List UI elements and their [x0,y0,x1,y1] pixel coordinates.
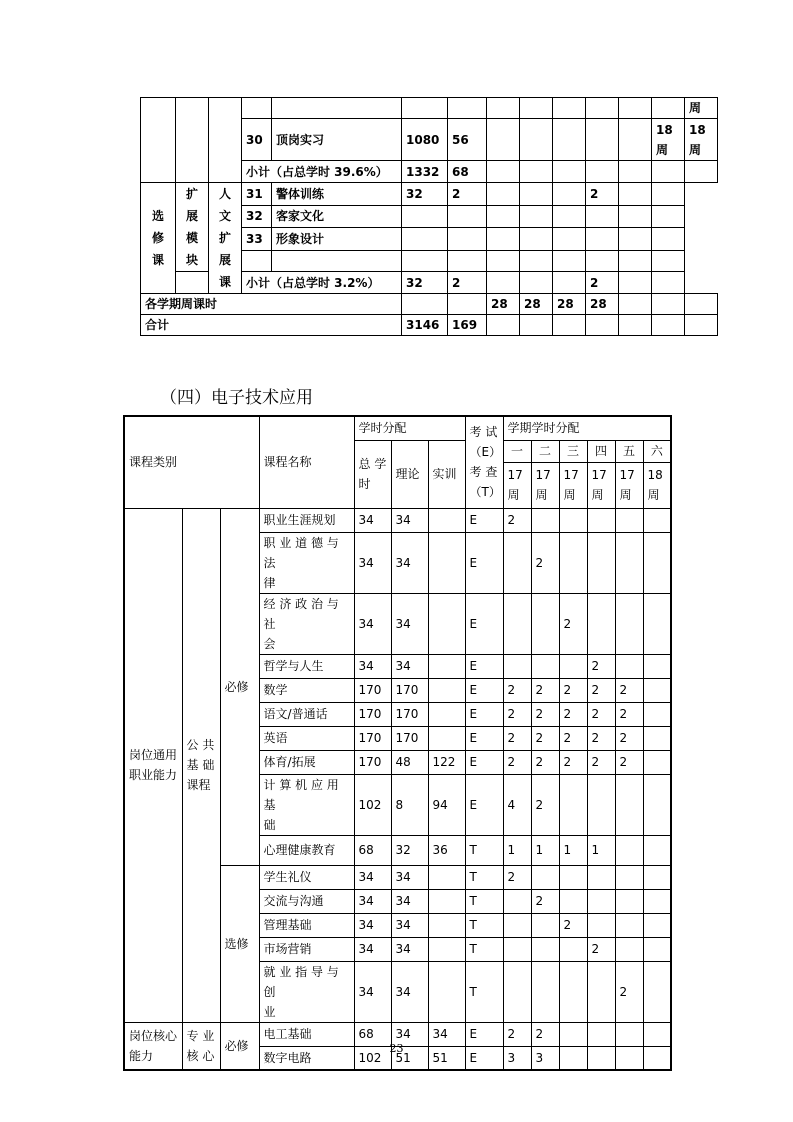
table-row: 30 顶岗实习 1080 56 18 周 18 周 [141,119,718,161]
hours-allocation-header: 学时分配 [354,416,465,440]
table-row: 心理健康教育 68 32 36 T 1 1 1 1 [124,835,671,865]
table-row: 选 修 课 扩 展 模 块 人 文 扩 展 课 31 警体训练 32 2 2 [141,183,718,206]
header-row: 17 周 17 周 17 周 17 周 17 周 18 周 [124,462,671,508]
subtotal-row: 小计（占总学时 39.6%） 1332 68 [141,161,718,183]
group-category: 岗位核心 能力 [124,1022,182,1070]
elective-category: 选 修 课 [141,183,176,294]
group-subcategory: 公 共 基 础 课程 [182,508,220,1022]
weekly-hours-row: 各学期周课时 28 28 28 28 [141,294,718,315]
course-category-header: 课程类别 [124,416,259,508]
table-row: 岗位核心 能力 专 业 核 心 必修 电工基础 68 34 34 E 2 2 [124,1022,671,1046]
table-row: 就 业 指 导 与 创 业 34 34 T 2 [124,961,671,1022]
required-label: 必修 [220,1022,259,1070]
semester-allocation-header: 学期学时分配 [503,416,671,440]
table-row: 计 算 机 应 用 基 础 102 8 94 E 4 2 [124,774,671,835]
curriculum-table-continued [140,97,718,336]
table-row: 数学 170 170 E 2 2 2 2 2 [124,678,671,702]
table-row: 体育/拓展 170 48 122 E 2 2 2 2 2 [124,750,671,774]
table-row: 33 形象设计 [141,228,718,251]
course-name-header: 课程名称 [259,416,354,508]
table-row: 数字电路 102 51 51 E 3 3 [124,1046,671,1070]
table-row: 语文/普通话 170 170 E 2 2 2 2 2 [124,702,671,726]
table-row: 职 业 道 德 与 法 律 34 34 E 2 [124,532,671,593]
week-cell: 周 [685,98,718,119]
exam-type-header: 考 试 （E） 考 查 （T） [465,416,503,508]
subtotal-row: 小计（占总学时 3.2%） 32 2 2 [141,272,718,294]
sub-category: 人 文 扩 展 课 [209,183,242,294]
table-row: 经 济 政 治 与 社 会 34 34 E 2 [124,593,671,654]
required-label: 必修 [220,508,259,865]
total-row: 合计 3146 169 [141,315,718,336]
module-category: 扩 展 模 块 [176,183,209,272]
group-category: 岗位通用 职业能力 [124,508,182,1022]
table-row: 市场营销 34 34 T 2 [124,937,671,961]
table-row: 岗位通用 职业能力 公 共 基 础 课程 必修 职业生涯规划 34 34 E 2 [124,508,671,532]
header-row [124,416,671,440]
header-row: 总 学 时 理论 实训 一 二 三 四 五 六 [124,440,671,462]
table-row: 交流与沟通 34 34 T 2 [124,889,671,913]
elective-label: 选修 [220,865,259,1022]
curriculum-table [123,415,672,1071]
section-heading: （四）电子技术应用 [160,388,313,408]
table-row: 32 客家文化 [141,205,718,228]
table-row: 管理基础 34 34 T 2 [124,913,671,937]
table-row: 英语 170 170 E 2 2 2 2 2 [124,726,671,750]
table-row: 选修 学生礼仪 34 34 T 2 [124,865,671,889]
group-subcategory: 专 业 核 心 [182,1022,220,1070]
table-row: 哲学与人生 34 34 E 2 [124,654,671,678]
page-number: 23 [389,1042,404,1055]
